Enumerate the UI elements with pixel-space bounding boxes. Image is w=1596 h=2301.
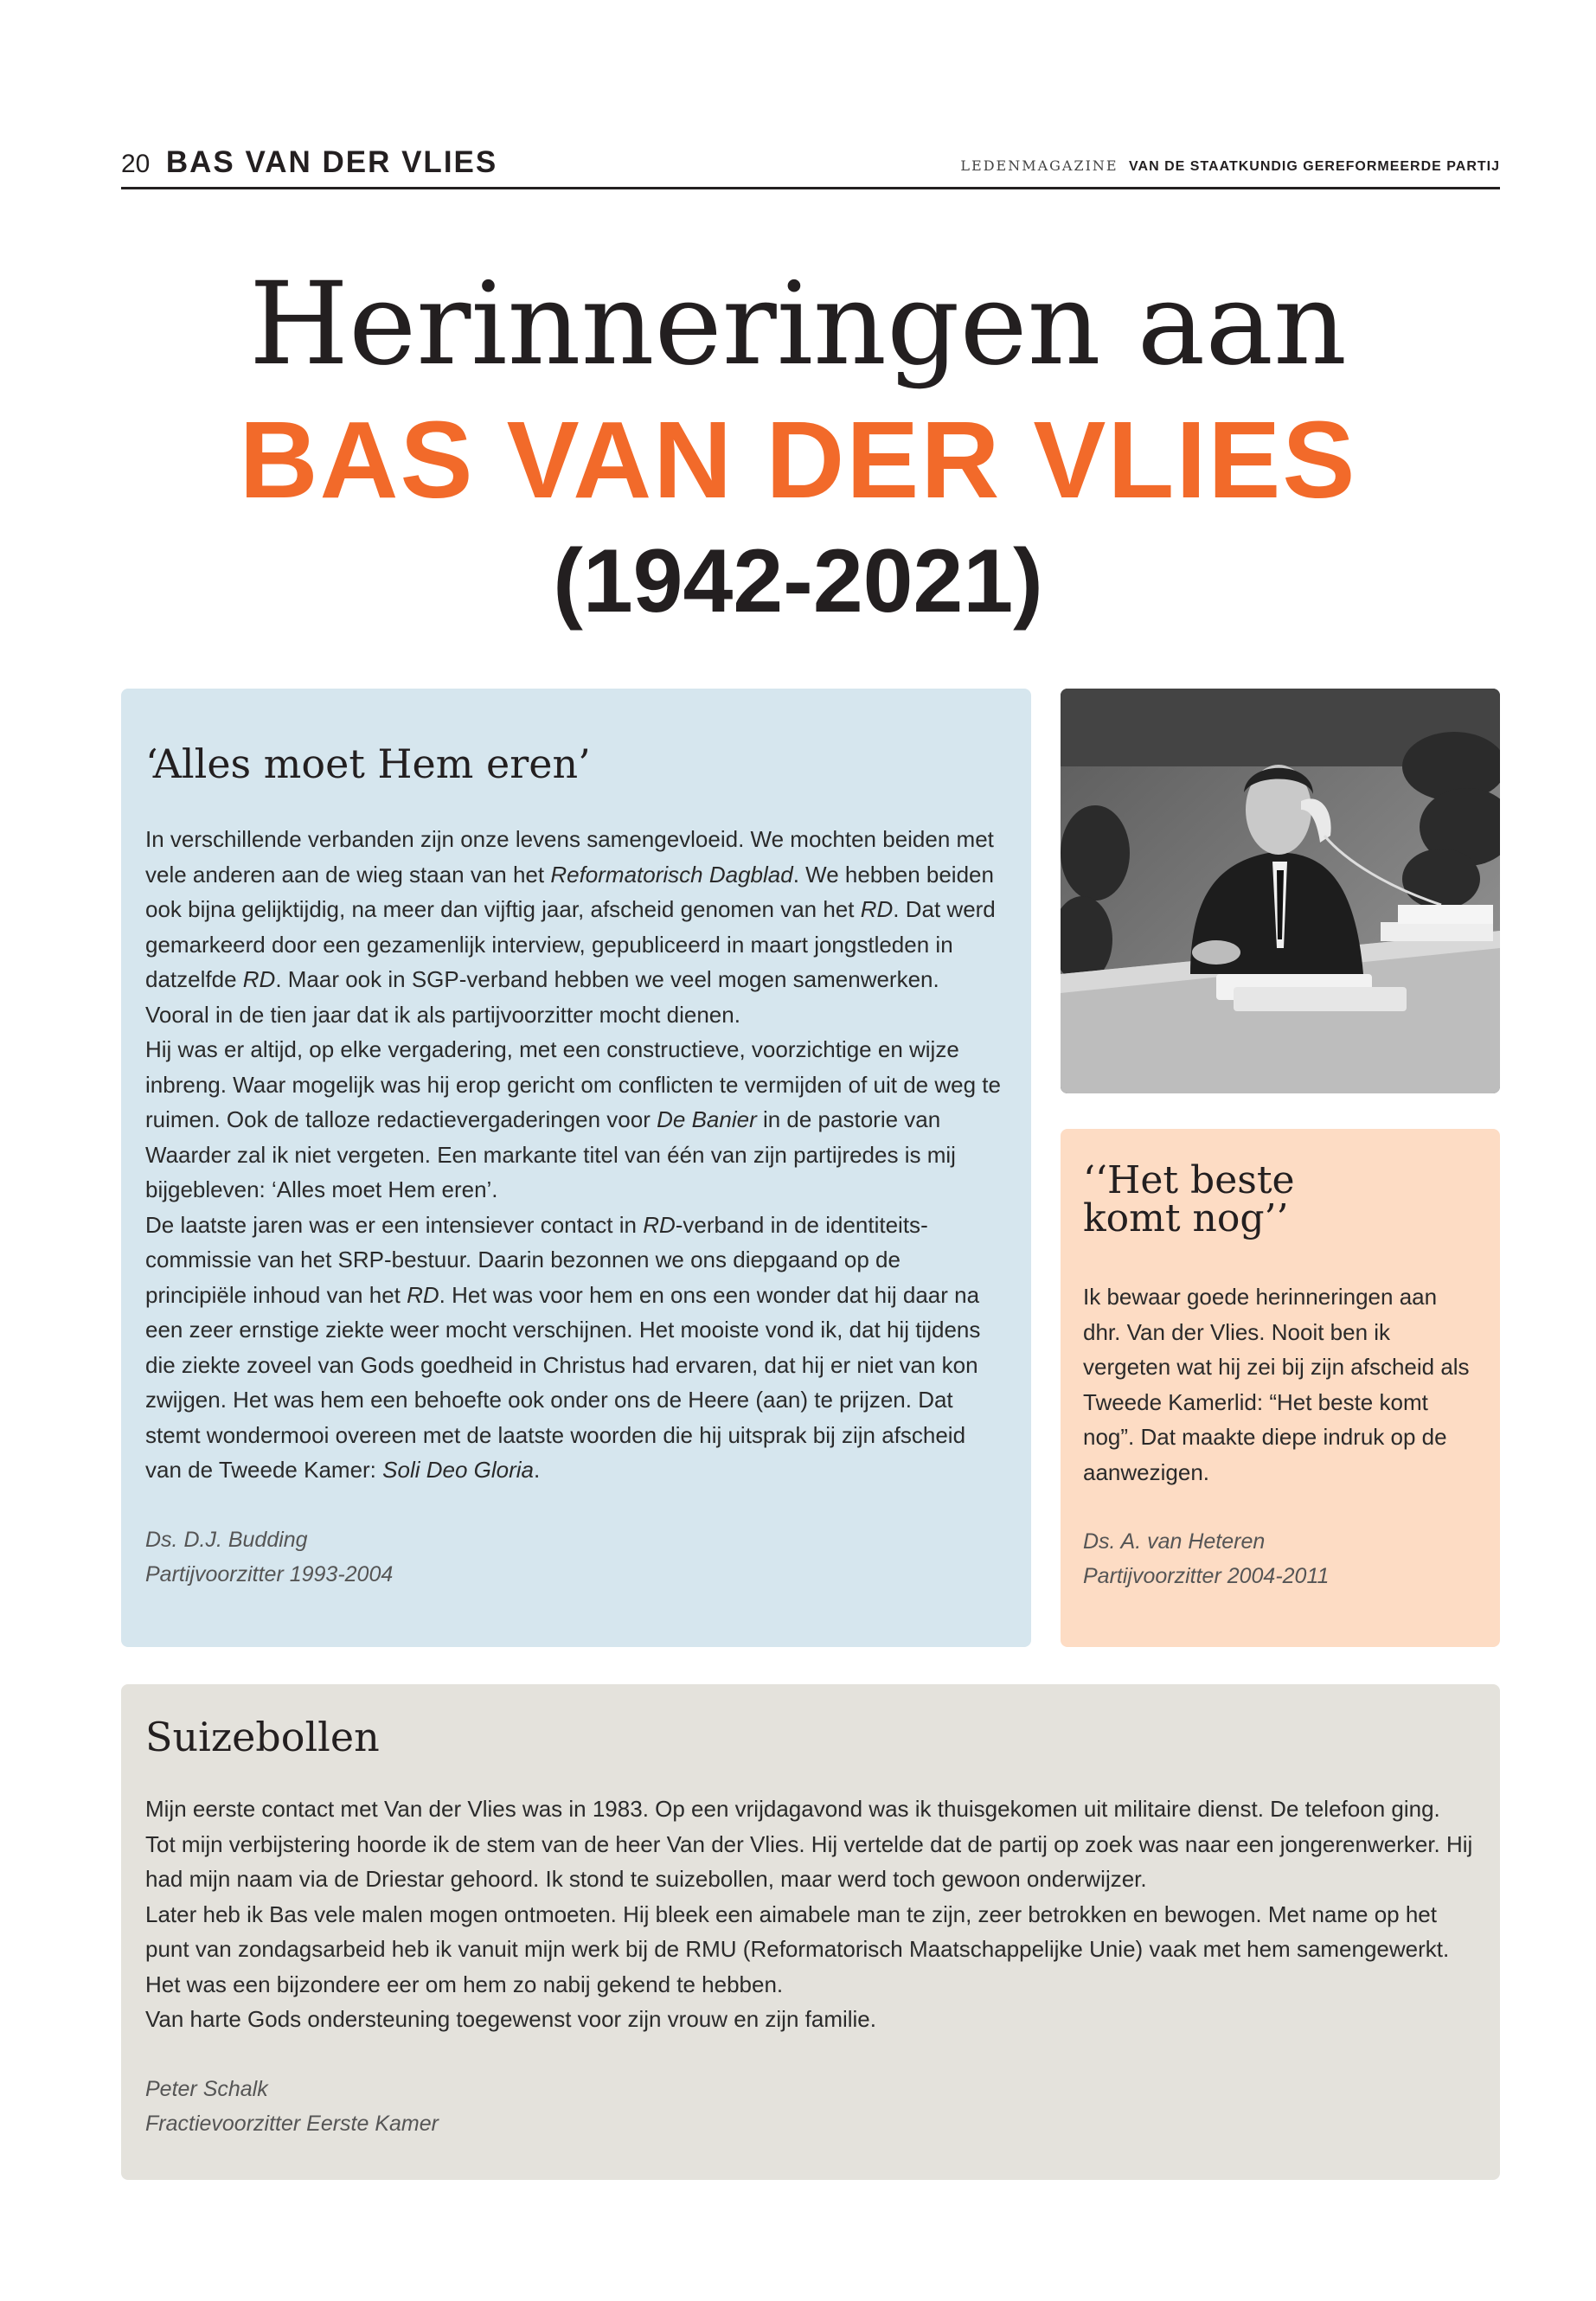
text-run: . Dat werd gemarkeerd door een gezamenlijk interview, gepubliceerd in maart jongstleden in datzelfde: [145, 896, 996, 992]
text-run: . Het was voor hem en ons een wonder dat hij daar na een zeer ernstige ziekte weer mocht verschijnen. Het mooiste vond ik, dat hij tijdens die ziekte zoveel van Gods goedheid in Christus had ervaren, dat hij er niet van kon zwijgen. Het was hem een behoefte ook onder ons de Heere (aan) te prijzen. Dat stemt wondermooi overeen met de laatste woorden die hij uitsprak bij zijn afscheid van de Tweede Kamer:: [145, 1281, 981, 1483]
party-label: VAN DE STAATKUNDIG GEREFORMEERDE PARTIJ: [1129, 159, 1500, 174]
text-run: in de pastorie van Waarder zal ik niet vergeten. Een markante titel van één van zijn partijredes is mij bijgebleven: ‘Alles moet Hem eren’.: [145, 1106, 956, 1202]
author-role: Partijvoorzitter 2004-2011: [1083, 1564, 1330, 1588]
paragraph: [145, 1032, 1007, 1208]
page-number: 20: [121, 150, 151, 178]
text-run: . We hebben beiden ook bijna gelijktijdig, na meer dan vijftig jaar, afscheid genomen van het: [145, 861, 994, 922]
italic-run: RD: [860, 896, 894, 922]
italic-run: RD: [242, 966, 276, 992]
paragraph: Mijn eerste contact met Van der Vlies was in 1983. Op een vrijdagavond was ik thuisgekomen uit militaire dienst. De telefoon ging. Tot mijn verbijstering hoorde ik de stem van de heer Van der Vlies. Hij vertelde dat de partij op zoek was naar een jongerenwerker. Hij had mijn naam via de Driestar gehoord. Ik stond te suizebollen, maar werd toch gewoon onderwijzer.: [145, 1796, 1473, 1892]
article-het-beste-komt-nog: [1061, 1129, 1500, 1647]
article-suizebollen: [121, 1684, 1500, 2180]
title-line-1: Herinneringen aan: [248, 258, 1348, 391]
italic-run: De Banier: [657, 1106, 757, 1132]
text-run: In verschillende verbanden zijn onze levens samengevloeid. We mochten beiden met vele anderen aan de wieg staan van het: [145, 826, 994, 888]
title-line-2: BAS VAN DER VLIES: [239, 399, 1357, 521]
magazine-label: LEDENMAGAZINE: [960, 157, 1118, 174]
article-alles-moet-hem-eren: [121, 689, 1031, 1647]
signature: [145, 2072, 1476, 2141]
header-right: [960, 157, 1500, 175]
article-body: Ik bewaar goede herinneringen aan dhr. Van der Vlies. Nooit ben ik vergeten wat hij zei bij zijn afscheid als Tweede Kamerlid: “Het beste komt nog”. Dat maakte diepe indruk op de aanwezigen.: [1083, 1284, 1470, 1485]
portrait-photo-icon: [1061, 689, 1500, 1093]
article-body: [145, 1791, 1476, 2037]
header-left: [121, 145, 497, 180]
text-run: .: [534, 1457, 541, 1483]
text-run: De laatste jaren was er een intensiever contact in: [145, 1211, 644, 1238]
author-name: Ds. D.J. Budding: [145, 1527, 308, 1552]
text-run: . Maar ook in SGP-verband hebben we veel mogen samenwerken. Vooral in de tien jaar dat ik als partijvoorzitter mocht dienen.: [145, 966, 939, 1028]
page-header: [121, 142, 1500, 189]
text-run: -verband in de identiteitscommissie van het SRP-bestuur. Daarin bezonnen we ons diepgaand op de principiële inhoud van het: [145, 1211, 928, 1308]
signature: [1083, 1524, 1476, 1593]
article-heading: Suizebollen: [145, 1714, 380, 1760]
italic-run: Reformatorisch Dagblad: [550, 861, 793, 888]
italic-run: RD: [643, 1211, 676, 1238]
author-name: Peter Schalk: [145, 2076, 268, 2101]
paragraph: Van harte Gods ondersteuning toegewenst voor zijn vrouw en zijn familie.: [145, 2006, 876, 2032]
author-role: Partijvoorzitter 1993-2004: [145, 1561, 394, 1586]
paragraph: [145, 822, 1007, 1032]
article-heading: ‘‘Het beste komt nog’’: [1083, 1158, 1295, 1240]
signature: [145, 1522, 1007, 1592]
article-heading: ‘Alles moet Hem eren’: [145, 740, 591, 787]
photo-illustration: [1061, 689, 1500, 1093]
title-line-3: (1942-2021): [553, 531, 1043, 631]
article-body: [145, 822, 1007, 1488]
italic-run: RD: [407, 1281, 439, 1308]
italic-run: Soli Deo Gloria: [382, 1457, 534, 1483]
author-role: Fractievoorzitter Eerste Kamer: [145, 2111, 439, 2136]
section-name: BAS VAN DER VLIES: [165, 145, 498, 179]
paragraph: [145, 1208, 1007, 1488]
paragraph: Later heb ik Bas vele malen mogen ontmoeten. Hij bleek een aimabele man te zijn, zeer betrokken en bewogen. Met name op het punt van zondagsarbeid heb ik vanuit mijn werk bij de RMU (Reformatorisch Maatschappelijke Unie) vaak met hem samengewerkt. Het was een bijzondere eer om hem zo nabij gekend te hebben.: [145, 1900, 1450, 1997]
author-name: Ds. A. van Heteren: [1083, 1529, 1266, 1554]
text-run: Hij was er altijd, op elke vergadering, met een constructieve, voorzichtige en wijze inbreng. Waar mogelijk was hij erop gericht om conflicten te vermijden of uit de weg te ruimen. Ook de talloze redactievergaderingen voor: [145, 1036, 1001, 1132]
